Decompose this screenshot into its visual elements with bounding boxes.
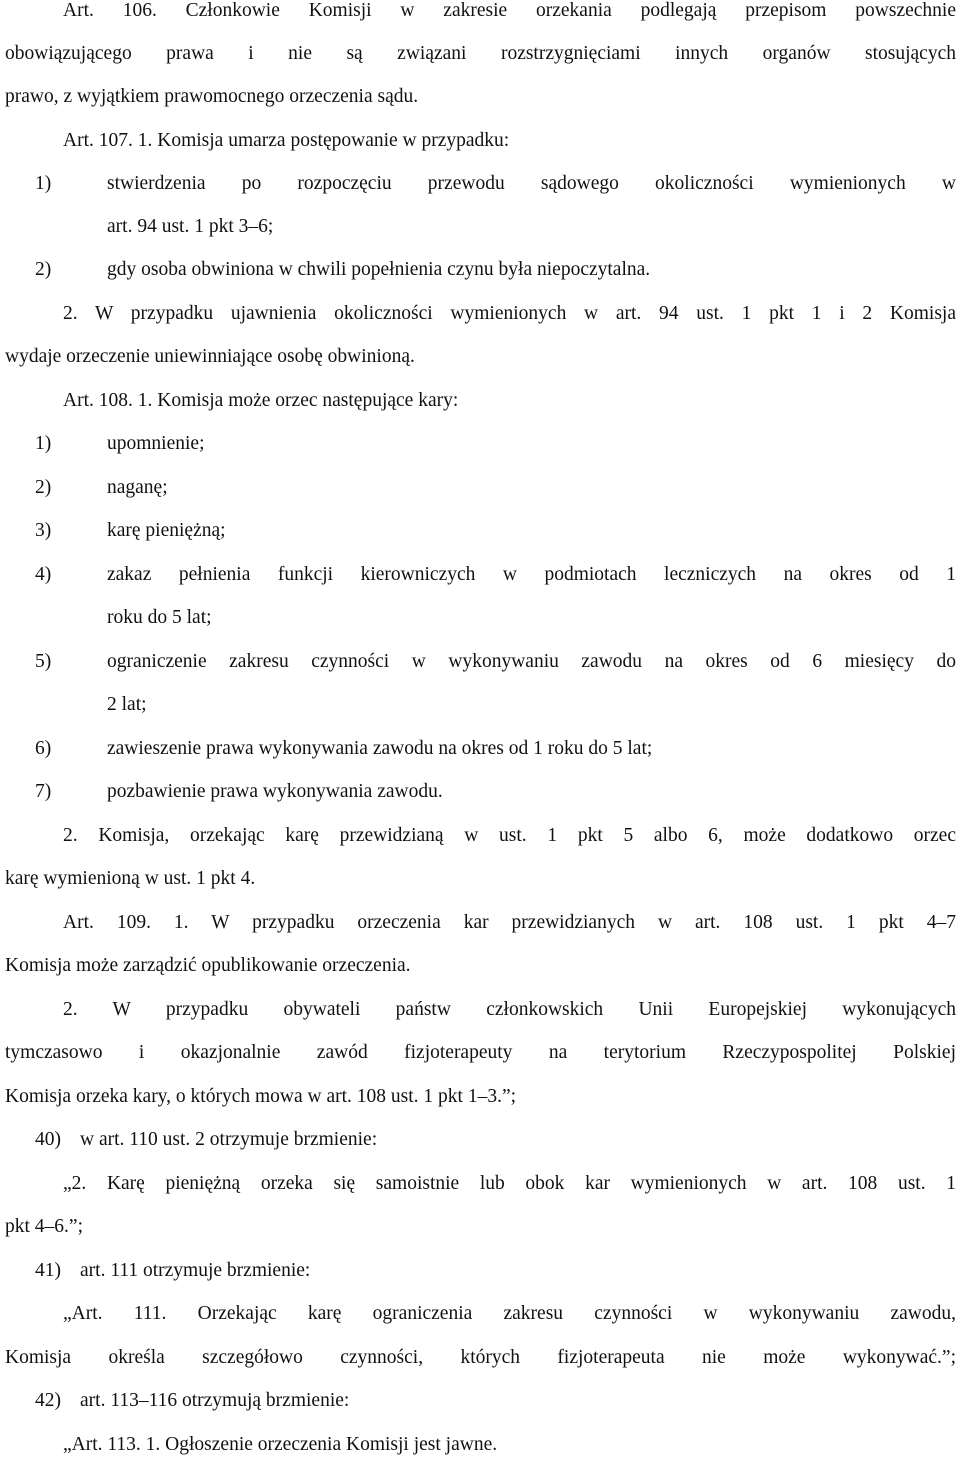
art-108-item-7-text: pozbawienie prawa wykonywania zawodu. [107, 781, 443, 802]
item-number: 4) [35, 564, 52, 585]
art-109-line-1: Art. 109. 1. W przypadku orzeczenia kar przewidzianych w art. 108 ust. 1 pkt 4–7 [63, 912, 956, 933]
art-107-item-2-text: gdy osoba obwiniona w chwili popełnienia czynu była niepoczytalna. [107, 259, 651, 280]
art-108-item-6-text: zawieszenie prawa wykonywania zawodu na okres od 1 roku do 5 lat; [107, 738, 653, 759]
art-107-heading: Art. 107. 1. Komisja umarza postępowanie w przypadku: [63, 130, 510, 151]
quote-art-110-line-1: „2. Karę pieniężną orzeka się samoistnie lub obok kar wymienionych w art. 108 ust. 1 [63, 1173, 956, 1194]
item-number: 3) [35, 520, 52, 541]
item-number: 7) [35, 781, 52, 802]
art-108-item-3-text: karę pieniężną; [107, 520, 226, 541]
quote-art-111-line-1: „Art. 111. Orzekając karę ograniczenia zakresu czynności w wykonywaniu zawodu, [63, 1303, 956, 1324]
item-number: 6) [35, 738, 52, 759]
art-107-item-1-text: stwierdzenia po rozpoczęciu przewodu sądowego okoliczności wymienionych w [107, 173, 956, 194]
art-108-item-2-text: naganę; [107, 477, 168, 498]
point-number: 42) [35, 1390, 61, 1411]
art-106-line-1: Art. 106. Członkowie Komisji w zakresie orzekania podlegają przepisom powszechnie [63, 0, 956, 21]
art-109-para-2-line-3: Komisja orzeka kary, o których mowa w art. 108 ust. 1 pkt 1–3.”; [5, 1086, 517, 1107]
point-42-text: art. 113–116 otrzymują brzmienie: [80, 1390, 350, 1411]
point-40-text: w art. 110 ust. 2 otrzymuje brzmienie: [80, 1129, 378, 1150]
art-107-item-1-cont: art. 94 ust. 1 pkt 3–6; [107, 216, 274, 237]
point-number: 41) [35, 1260, 61, 1281]
quote-art-111-line-2: Komisja określa szczegółowo czynności, których fizjoterapeuta nie może wykonywać.”; [5, 1347, 956, 1368]
item-number: 1) [35, 173, 52, 194]
quote-art-110-line-2: pkt 4–6.”; [5, 1216, 83, 1237]
art-108-item-5-cont: 2 lat; [107, 694, 147, 715]
item-number: 2) [35, 477, 52, 498]
art-108-item-4-text: zakaz pełnienia funkcji kierowniczych w podmiotach leczniczych na okres od 1 [107, 564, 956, 585]
point-number: 40) [35, 1129, 61, 1150]
art-108-para-2-line-2: karę wymienioną w ust. 1 pkt 4. [5, 868, 256, 889]
art-108-item-4-cont: roku do 5 lat; [107, 607, 212, 628]
quote-art-113-line-1: „Art. 113. 1. Ogłoszenie orzeczenia Komisji jest jawne. [63, 1434, 498, 1455]
point-41-text: art. 111 otrzymuje brzmienie: [80, 1260, 311, 1281]
item-number: 1) [35, 433, 52, 454]
art-108-para-2-line-1: 2. Komisja, orzekając karę przewidzianą w ust. 1 pkt 5 albo 6, może dodatkowo orzec [63, 825, 956, 846]
item-number: 5) [35, 651, 52, 672]
art-107-para-2-line-2: wydaje orzeczenie uniewinniające osobę obwinioną. [5, 346, 415, 367]
art-108-heading: Art. 108. 1. Komisja może orzec następujące kary: [63, 390, 459, 411]
art-109-line-2: Komisja może zarządzić opublikowanie orzeczenia. [5, 955, 411, 976]
art-109-para-2-line-1: 2. W przypadku obywateli państw członkowskich Unii Europejskiej wykonujących [63, 999, 956, 1020]
art-106-line-3: prawo, z wyjątkiem prawomocnego orzeczenia sądu. [5, 86, 419, 107]
art-107-para-2-line-1: 2. W przypadku ujawnienia okoliczności wymienionych w art. 94 ust. 1 pkt 1 i 2 Komisja [63, 303, 956, 324]
art-109-para-2-line-2: tymczasowo i okazjonalnie zawód fizjoterapeuty na terytorium Rzeczypospolitej Polskiej [5, 1042, 956, 1063]
art-106-line-2: obowiązującego prawa i nie są związani rozstrzygnięciami innych organów stosujących [5, 43, 956, 64]
art-108-item-5-text: ograniczenie zakresu czynności w wykonywaniu zawodu na okres od 6 miesięcy do [107, 651, 956, 672]
art-108-item-1-text: upomnienie; [107, 433, 205, 454]
item-number: 2) [35, 259, 52, 280]
